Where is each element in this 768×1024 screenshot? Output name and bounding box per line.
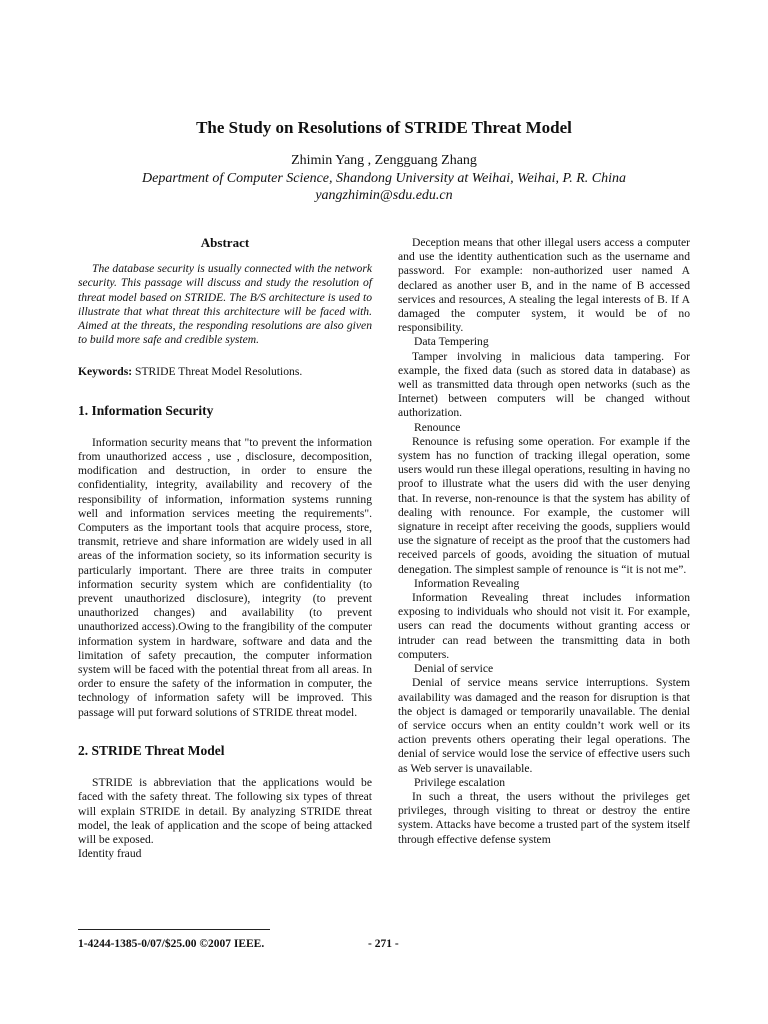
- page-number: - 271 -: [368, 938, 399, 950]
- paper-affiliation: Department of Computer Science, Shandong University at Weihai, Weihai, P. R. China: [142, 171, 626, 186]
- left-column: [78, 236, 372, 861]
- section-1-body: Information security means that "to prevent the information from unauthorized access , use , disclosure, decomposition, modification and destruction, in order to ensure the confidentiality, integrity, availability and recovery of the responsibility of information, information systems running well and information services meeting the requirements". Computers as the important tools that acquire process, store, transmit, retrieve and share information are widely used in all areas of the information society, so its information security is particularly important. There are three traits in computer information security system which are confidentiality (to prevent unauthorized disclosure), integrity (to prevent unauthorized changes) and availability (to prevent unauthorized access).Owing to the frangibility of the computer information system in hardware, software and data and the limitation of safety precaution, the computer information system will be faced with the potential threat from all areas. In order to ensure the safety of the information in computer, the technology of information safety will be improved. This passage will put forward solutions of STRIDE threat model.: [78, 435, 372, 719]
- keywords-text: STRIDE Threat Model Resolutions.: [132, 365, 303, 379]
- denial-of-service-subheading: Denial of service: [414, 662, 494, 676]
- paper-email: yangzhimin@sdu.edu.cn: [315, 188, 453, 203]
- abstract-body: The database security is usually connected with the network security. This passage will discuss and study the resolution of threat model based on STRIDE. The B/S architecture is used to illustrate that what threat this architecture will be faced with. Aimed at the threats, the responding resolutions are also given to build more safe and credible system.: [78, 262, 372, 347]
- data-tampering-subheading: Data Tempering: [414, 335, 489, 349]
- footnote-rule: [78, 929, 270, 930]
- copyright-notice: 1-4244-1385-0/07/$25.00 ©2007 IEEE.: [78, 938, 265, 950]
- keywords-line: [78, 365, 372, 379]
- information-revealing-paragraph: Information Revealing threat includes information exposing to individuals who should not visit it. For example, users can read the documents without granting access or intruder can read between the transmitting data in both computers.: [398, 591, 690, 661]
- privilege-escalation-paragraph: In such a threat, the users without the privileges get privileges, through visiting to threat or destroy the entire system. Attacks have become a trusted part of the system itself through effective defense system: [398, 789, 690, 846]
- data-tampering-paragraph: Tamper involving in malicious data tampering. For example, the fixed data (such as stored data in database) as well as transmitted data through open networks (such as the Internet) between computers will be changed without authorization.: [398, 349, 690, 420]
- identity-fraud-subheading: Identity fraud: [78, 847, 142, 861]
- renounce-subheading: Renounce: [414, 420, 461, 434]
- denial-of-service-paragraph: Denial of service means service interruptions. System availability was damaged and the reason for disruption is that the object is damaged or temporarily unavailable. The denial of service occurs when an entity couldn’t work well or its action prevents others operating their legal operations. The denial of service would lose the service of effective users such as Web server is unavailable.: [398, 676, 690, 775]
- privilege-escalation-subheading: Privilege escalation: [414, 775, 506, 789]
- deception-paragraph: Deception means that other illegal users access a computer and use the identity authentication such as the username and password. For example: non-authorized user named A declared as another user B, and in the name of B accessed services and resources, A stealing the legal interests of B. If A damaged the computer system, it would be of no responsibility.: [398, 236, 690, 335]
- paper-authors: Zhimin Yang , Zengguang Zhang: [291, 153, 477, 168]
- abstract-heading: Abstract: [200, 235, 250, 250]
- section-2-body: STRIDE is abbreviation that the applications would be faced with the safety threat. The following six types of threat will explain STRIDE in detail. By analyzing STRIDE threat model, the leak of application and the scope of being attacked will be exposed.: [78, 776, 372, 846]
- section-2-heading: 2. STRIDE Threat Model: [78, 742, 225, 758]
- renounce-paragraph: Renounce is refusing some operation. For example if the system has no function of tracking illegal operation, some users would run these illegal operations, resulting in having no proof to illustrate what the users did with the user denying that. In reverse, non-renounce is that the system has ability of dealing with renounce. For example, the customer will signature in receipt after receiving the goods, suppliers would use the signature of receipt as the proof that the customers had received parcels of goods, avoiding the situation of mutual denegation. The simplest sample of renounce is “it is not me”.: [398, 434, 690, 576]
- section-1-heading: 1. Information Security: [78, 402, 214, 418]
- keywords-label: Keywords:: [78, 365, 133, 379]
- paper-title: The Study on Resolutions of STRIDE Threat Model: [196, 118, 572, 137]
- right-column: [398, 236, 690, 847]
- information-revealing-subheading: Information Revealing: [414, 576, 520, 590]
